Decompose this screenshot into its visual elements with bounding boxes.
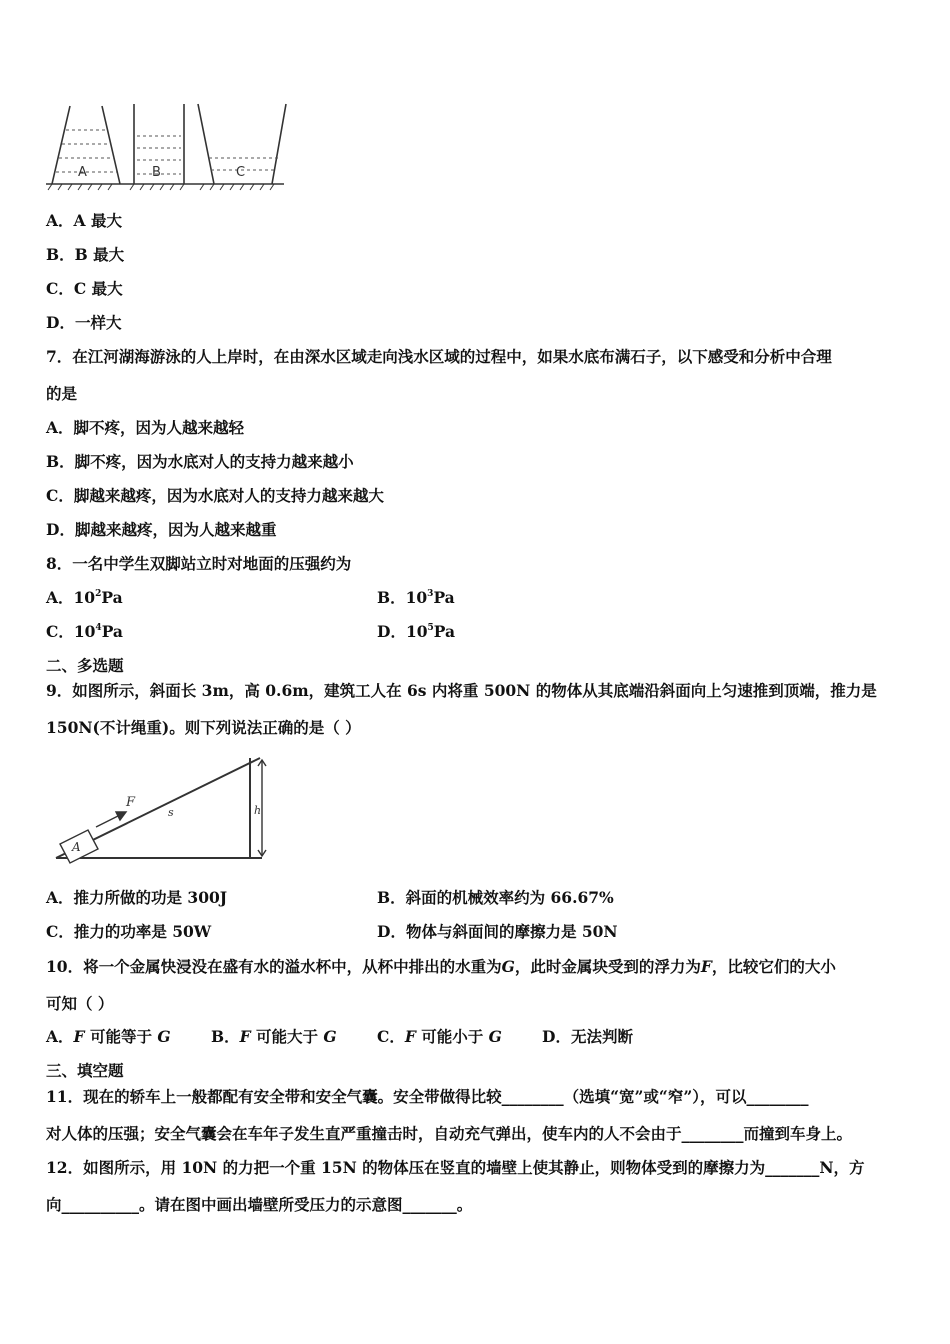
q6-option-a[interactable]: A．A 最大 — [46, 211, 122, 230]
q10-option-c-g: G — [488, 1027, 502, 1046]
q10-var-f: F — [700, 957, 712, 976]
q8-option-c[interactable] — [46, 622, 123, 642]
q10-option-c-f: F — [404, 1027, 416, 1046]
q9-option-c[interactable]: C．推力的功率是 50W — [46, 922, 212, 941]
q12-line2: 向__________。请在图中画出墙壁所受压力的示意图_______。 — [46, 1195, 473, 1214]
q6-option-b[interactable]: B．B 最大 — [46, 245, 125, 264]
label-a: A — [78, 165, 87, 180]
force-label: F — [126, 795, 136, 810]
q11-line1: 11．现在的轿车上一般都配有安全带和安全气囊。安全带做得比较________（选填“宽”或“窄”），可以________ — [46, 1087, 809, 1106]
q10-stem-line1 — [46, 957, 836, 977]
q11-line2: 对人体的压强；安全气囊会在车年子发生直严重撞击时，自动充气弹出，使车内的人不会由于________而撞到车身上。 — [46, 1124, 853, 1143]
label-b: B — [152, 165, 161, 180]
q10-stem-b: ，此时金属块受到的浮力为 — [514, 957, 701, 976]
q10-var-g: G — [501, 957, 515, 976]
q10-option-b[interactable] — [211, 1027, 337, 1047]
q9-option-a[interactable]: A．推力所做的功是 300J — [46, 888, 228, 907]
q7-option-c[interactable]: C．脚越来越疼，因为水底对人的支持力越来越大 — [46, 486, 384, 505]
q8-option-b-unit: Pa — [433, 588, 455, 607]
containers-figure — [44, 100, 294, 192]
q7-option-a[interactable]: A．脚不疼，因为人越来越轻 — [46, 418, 245, 437]
q8-option-b[interactable] — [377, 588, 455, 608]
q7-option-d[interactable]: D．脚越来越疼，因为人越来越重 — [46, 520, 277, 539]
q8-option-d[interactable] — [377, 622, 455, 642]
q10-option-a-text: 可能等于 — [84, 1027, 158, 1046]
q10-option-a-label: A． — [46, 1027, 74, 1046]
incline-figure — [50, 752, 290, 868]
q7-stem-line1: 7．在江河湖海游泳的人上岸时，在由深水区域走向浅水区域的过程中，如果水底布满石子，以下感受和分析中合理 — [46, 347, 832, 366]
q10-option-a-f: F — [73, 1027, 85, 1046]
q6-option-d[interactable]: D．一样大 — [46, 313, 122, 332]
q8-stem: 8．一名中学生双脚站立时对地面的压强约为 — [46, 554, 352, 573]
q8-option-a-base: A．10 — [46, 588, 96, 607]
q10-option-a[interactable] — [46, 1027, 171, 1047]
q10-option-c[interactable] — [377, 1027, 502, 1047]
q10-option-d[interactable]: D．无法判断 — [542, 1027, 633, 1046]
section-heading-multiple-choice: 二、多选题 — [46, 656, 124, 675]
label-c: C — [236, 165, 246, 180]
length-label: s — [168, 806, 174, 819]
q10-option-c-text: 可能小于 — [415, 1027, 489, 1046]
q10-option-b-label: B． — [211, 1027, 240, 1046]
q10-stem-c: ，比较它们的大小 — [711, 957, 836, 976]
q8-option-d-exp: 5 — [427, 623, 434, 633]
height-label: h — [254, 804, 262, 817]
q7-option-b[interactable]: B．脚不疼，因为水底对人的支持力越来越小 — [46, 452, 354, 471]
q10-stem-line2: 可知（ ） — [46, 994, 114, 1013]
q8-option-b-base: B．10 — [377, 588, 428, 607]
q9-option-b[interactable]: B．斜面的机械效率约为 66.67% — [377, 888, 614, 907]
q8-option-b-exp: 3 — [427, 589, 434, 599]
q10-option-a-g: G — [157, 1027, 171, 1046]
q6-option-c[interactable]: C．C 最大 — [46, 279, 123, 298]
q10-option-b-f: F — [239, 1027, 251, 1046]
q7-stem-line2: 的是 — [46, 384, 78, 403]
q8-option-c-exp: 4 — [95, 623, 102, 633]
q10-stem-a: 10．将一个金属快浸没在盛有水的溢水杯中，从杯中排出的水重为 — [46, 957, 502, 976]
q9-option-d[interactable]: D．物体与斜面间的摩擦力是 50N — [377, 922, 618, 941]
q9-stem-line1: 9．如图所示，斜面长 3m，高 0.6m，建筑工人在 6s 内将重 500N 的物体从其底端沿斜面向上匀速推到顶端，推力是 — [46, 681, 877, 700]
block-label: A — [72, 840, 81, 854]
q8-option-c-unit: Pa — [101, 622, 123, 641]
q10-option-b-text: 可能大于 — [250, 1027, 324, 1046]
q10-option-b-g: G — [323, 1027, 337, 1046]
q8-option-a-unit: Pa — [101, 588, 123, 607]
q8-option-d-unit: Pa — [433, 622, 456, 641]
q10-option-c-label: C． — [377, 1027, 405, 1046]
section-heading-fill-in: 三、填空题 — [46, 1061, 124, 1080]
q8-option-a[interactable] — [46, 588, 123, 608]
q9-stem-line2: 150N(不计绳重)。则下列说法正确的是（ ） — [46, 718, 361, 737]
q8-option-c-base: C．10 — [46, 622, 96, 641]
q8-option-a-exp: 2 — [95, 589, 102, 599]
q8-option-d-base: D．10 — [377, 622, 428, 641]
q12-line1: 12．如图所示，用 10N 的力把一个重 15N 的物体压在竖直的墙壁上使其静止，则物体受到的摩擦力为_______N，方 — [46, 1158, 865, 1177]
